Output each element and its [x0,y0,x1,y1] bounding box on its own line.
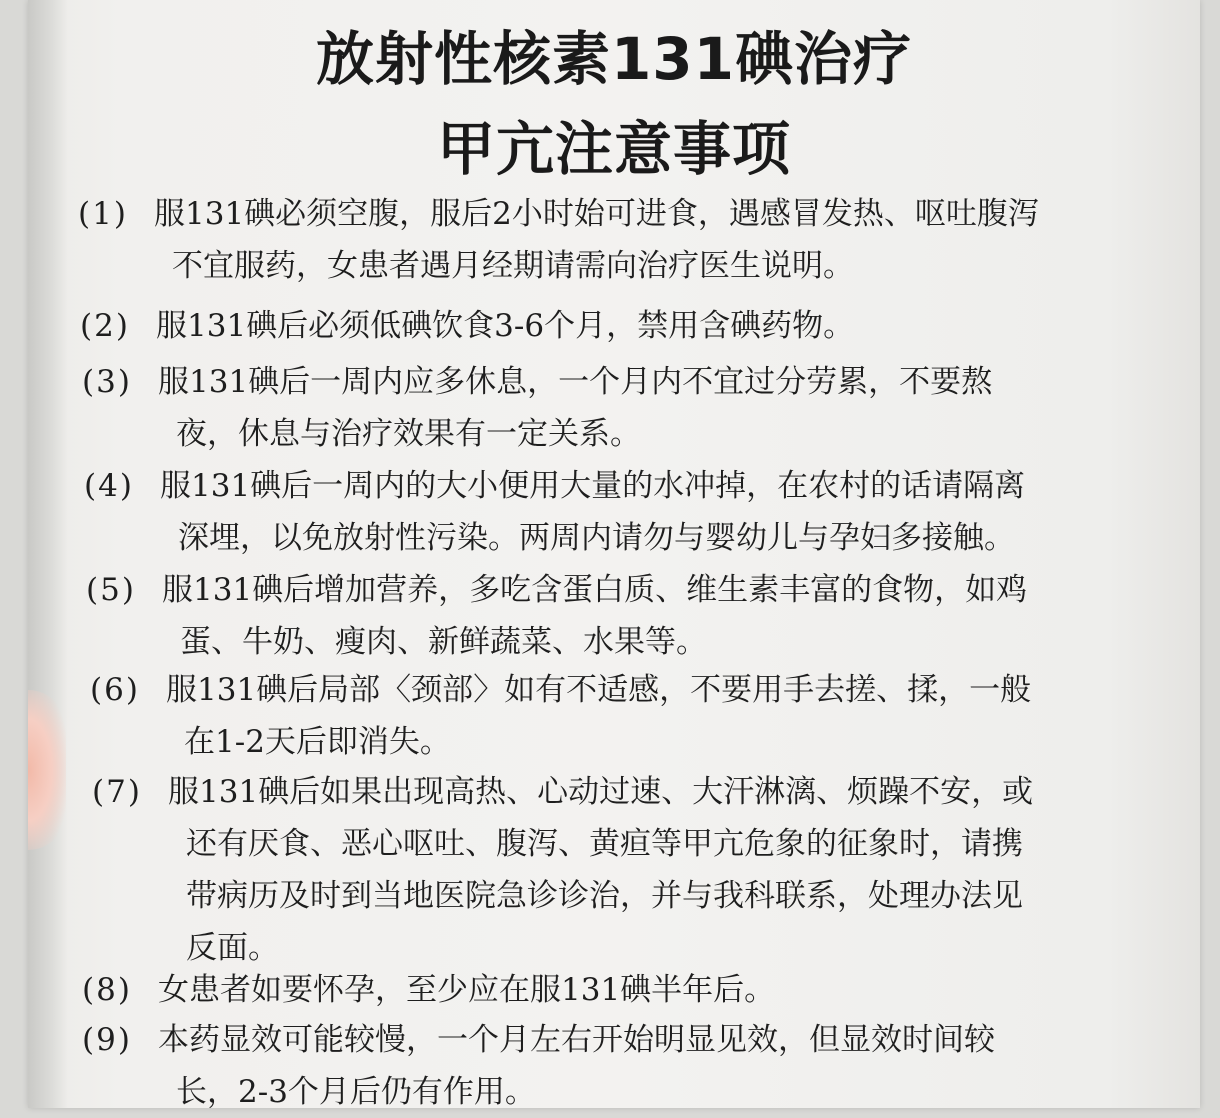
item-line: 服131碘后局部〈颈部〉如有不适感，不要用手去搓、揉，一般 [166,672,1032,708]
item-number: (3) [82,364,132,400]
item-line: 带病历及时到当地医院急诊诊治，并与我科联系，处理办法见 [186,878,1023,914]
item-number: (6) [90,672,140,708]
item-line: 还有厌食、恶心呕吐、腹泻、黄疸等甲亢危象的征象时，请携 [186,826,1023,862]
item-line: 夜，休息与治疗效果有一定关系。 [176,416,641,452]
item-line: 本药显效可能较慢，一个月左右开始明显见效，但显效时间较 [158,1022,995,1058]
item-number: (5) [86,572,136,608]
item-number: (9) [82,1022,132,1058]
notice-item-5 [86,564,1027,668]
item-line: 深埋，以免放射性污染。两周内请勿与婴幼儿与孕妇多接触。 [178,520,1015,556]
item-number: (1) [78,196,128,232]
item-number: (8) [82,972,132,1008]
notice-item-8 [82,964,775,1016]
notice-item-4 [84,460,1025,564]
item-line: 服131碘后一周内的大小便用大量的水冲掉，在农村的话请隔离 [160,468,1026,504]
item-line: 服131碘后一周内应多休息，一个月内不宜过分劳累，不要熬 [158,364,993,400]
item-line: 在1-2天后即消失。 [184,724,451,760]
notice-item-3 [82,356,992,460]
item-line: 反面。 [186,930,279,966]
page-title-line-1: 放射性核素131碘治疗 [315,25,913,93]
item-number: (2) [80,308,130,344]
item-line: 服131碘后如果出现高热、心动过速、大汗淋漓、烦躁不安，或 [168,774,1034,810]
item-line: 女患者如要怀孕，至少应在服131碘半年后。 [158,972,776,1008]
notice-item-9 [82,1014,995,1118]
item-line: 不宜服药，女患者遇月经期请需向治疗医生说明。 [172,248,854,284]
notice-item-1 [78,188,1039,292]
item-line: 服131碘必须空腹，服后2小时始可进食，遇感冒发热、呕吐腹泻 [154,196,1039,232]
item-number: (4) [84,468,134,504]
item-line: 长，2-3个月后仍有作用。 [176,1074,536,1110]
page-title-line-2: 甲亢注意事项 [436,115,791,183]
notice-item-6 [90,664,1031,768]
item-line: 服131碘后必须低碘饮食3-6个月，禁用含碘药物。 [156,308,855,344]
notice-item-2 [80,300,854,352]
item-line: 蛋、牛奶、瘦肉、新鲜蔬菜、水果等。 [180,624,707,660]
notice-item-7 [92,766,1033,974]
item-number: (7) [92,774,142,810]
item-line: 服131碘后增加营养，多吃含蛋白质、维生素丰富的食物，如鸡 [162,572,1028,608]
